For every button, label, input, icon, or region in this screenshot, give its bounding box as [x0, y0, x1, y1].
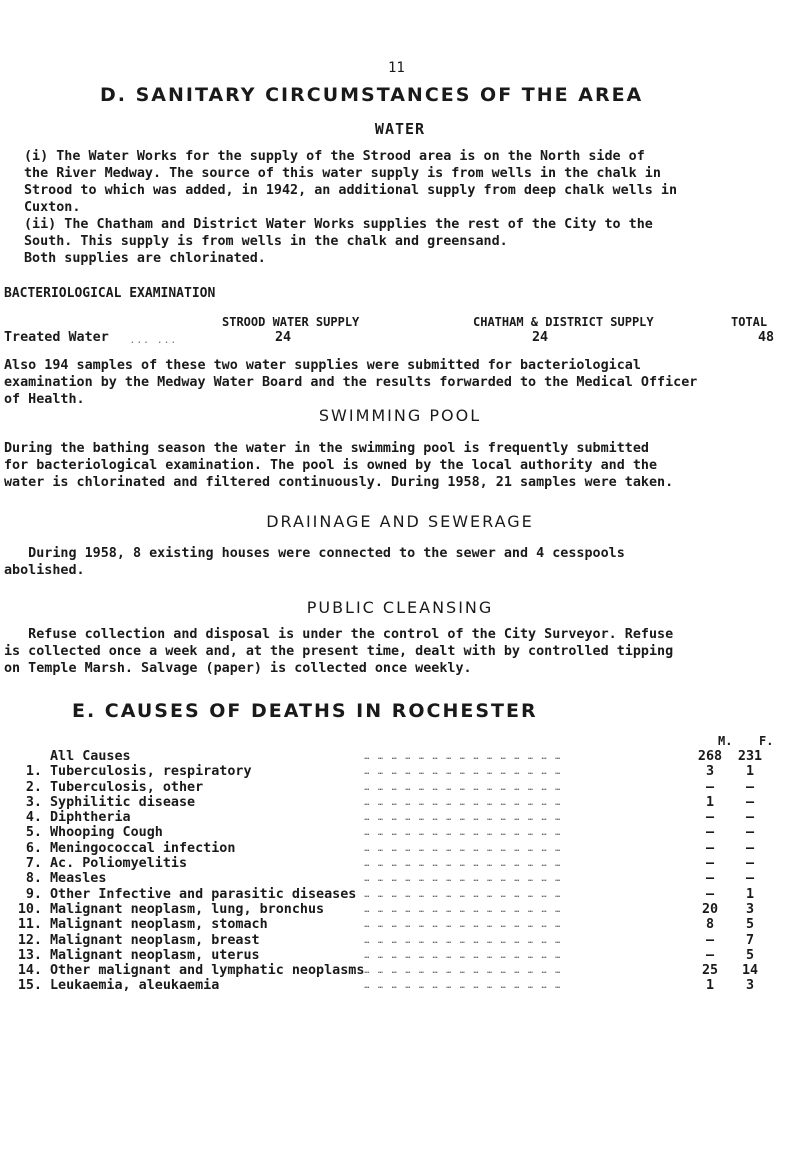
cause-label: Measles	[50, 871, 107, 887]
cause-label: Whooping Cough	[50, 825, 163, 841]
leader-dots: … … … … … … … … … … … … … … …	[364, 904, 563, 914]
male-count: 25	[701, 963, 719, 979]
page-number: 11	[388, 60, 405, 76]
cause-label: Malignant neoplasm, uterus	[50, 947, 260, 963]
leader-dots: … … … … … … … … … … … … … … …	[364, 966, 563, 976]
public-cleansing-heading: PUBLIC CLEANSING	[306, 598, 494, 617]
male-count: 1	[705, 794, 715, 810]
male-count: –	[705, 886, 715, 902]
swimming-pool-heading: SWIMMING POOL	[318, 406, 482, 425]
strood-count: 24	[275, 330, 292, 345]
cause-label: Tuberculosis, respiratory	[50, 764, 252, 780]
male-count: 268	[697, 749, 723, 764]
male-count: –	[705, 840, 715, 856]
cause-number: 15.	[17, 978, 42, 994]
cause-row	[0, 871, 800, 886]
leader-dots: … … … … … … … … … … … … … … …	[364, 752, 563, 761]
male-column-header: M.	[718, 734, 733, 748]
male-count: –	[705, 810, 715, 826]
cause-row	[0, 887, 800, 902]
spacer	[770, 917, 800, 932]
cause-row	[0, 963, 800, 978]
cause-number: 14.	[17, 963, 42, 979]
causes-of-death-table	[0, 749, 800, 994]
cause-label: All Causes	[50, 749, 131, 764]
cause-number	[0, 749, 50, 764]
swimming-pool-text: During the bathing season the water in the swimming pool is frequently submitted for bacteriological examination. The pool is owned by the local authority and the water is chlorinated and filtered continuously. During 1958, 21 samples were taken.	[4, 441, 674, 490]
female-count: 1	[745, 886, 755, 902]
cause-number: 13.	[17, 947, 42, 963]
leader-dots: … … … … … … … … … … … … … … …	[364, 950, 563, 960]
water-paragraph-1: (i) The Water Works for the supply of the Strood area is on the North side of the River Medway. The source of this water supply is from wells in the chalk in Strood to which was added, in 1942, an additional supply from deep chalk wells in Cuxton.	[24, 149, 678, 215]
spacer	[770, 810, 800, 825]
male-count: 8	[705, 917, 715, 933]
leader-dots: … … … … … … … … … … … … … … …	[364, 859, 563, 869]
cause-label: Tuberculosis, other	[50, 779, 204, 795]
spacer	[770, 963, 800, 978]
cause-row	[0, 841, 800, 856]
bacteriological-title: BACTERIOLOGICAL EXAMINATION	[4, 286, 216, 301]
female-count: 7	[745, 932, 755, 948]
male-count: 3	[705, 764, 715, 780]
section-e-title: E. CAUSES OF DEATHS IN ROCHESTER	[72, 700, 538, 722]
spacer	[770, 902, 800, 917]
cause-label: Meningococcal infection	[50, 840, 236, 856]
female-count: 1	[745, 764, 755, 780]
leader-dots: ... ...	[130, 336, 178, 345]
cause-row	[0, 780, 800, 795]
spacer	[770, 871, 800, 886]
female-count: 3	[745, 978, 755, 994]
leader-dots: … … … … … … … … … … … … … … …	[364, 981, 563, 991]
female-count: –	[745, 779, 755, 795]
male-count: –	[705, 871, 715, 887]
female-count: 14	[741, 963, 759, 979]
cause-label: Diphtheria	[50, 810, 131, 826]
section-d-title: D. SANITARY CIRCUMSTANCES OF THE AREA	[100, 84, 644, 106]
cause-number: 8.	[25, 871, 42, 887]
total-column-header: TOTAL	[731, 315, 768, 329]
cause-row	[0, 917, 800, 932]
cause-row	[0, 825, 800, 840]
male-count: 20	[701, 901, 719, 917]
cause-row	[0, 933, 800, 948]
spacer	[770, 749, 800, 764]
spacer	[770, 978, 800, 993]
leader-dots: … … … … … … … … … … … … … … …	[364, 920, 563, 930]
drainage-heading: DRAIINAGE AND SEWERAGE	[266, 512, 534, 531]
male-count: –	[705, 779, 715, 795]
cause-label: Leukaemia, aleukaemia	[50, 978, 220, 994]
cause-label: Malignant neoplasm, breast	[50, 932, 260, 948]
cause-number: 10.	[17, 901, 42, 917]
cause-row	[0, 902, 800, 917]
female-count: –	[745, 825, 755, 841]
leader-dots: … … … … … … … … … … … … … … …	[364, 889, 563, 899]
spacer	[770, 856, 800, 871]
male-count: –	[705, 947, 715, 963]
cause-label: Malignant neoplasm, stomach	[50, 917, 268, 933]
strood-column-header: STROOD WATER SUPPLY	[222, 315, 360, 329]
cause-number: 11.	[17, 917, 42, 933]
leader-dots: … … … … … … … … … … … … … … …	[364, 782, 563, 792]
cause-number: 12.	[17, 932, 42, 948]
cause-label: Other malignant and lymphatic neoplasms	[50, 963, 365, 979]
samples-paragraph: Also 194 samples of these two water supplies were submitted for bacteriological examination by the Medway Water Board and the results forwarded to the Medical Officer of Health.	[4, 358, 698, 407]
cause-row	[0, 795, 800, 810]
spacer	[770, 764, 800, 779]
cause-number: 3.	[25, 794, 42, 810]
cause-number: 1.	[25, 764, 42, 780]
spacer	[770, 780, 800, 795]
spacer	[770, 841, 800, 856]
cause-row	[0, 948, 800, 963]
leader-dots: … … … … … … … … … … … … … … …	[364, 843, 563, 853]
cause-number: 6.	[25, 840, 42, 856]
cause-label: Other Infective and parasitic diseases	[50, 886, 357, 902]
female-count: 3	[745, 901, 755, 917]
female-count: 5	[745, 917, 755, 933]
leader-dots: … … … … … … … … … … … … … … …	[364, 874, 563, 884]
male-count: 1	[705, 978, 715, 994]
female-count: –	[745, 810, 755, 826]
male-count: –	[705, 825, 715, 841]
male-count: –	[705, 856, 715, 872]
chatham-count: 24	[532, 330, 549, 345]
spacer	[770, 933, 800, 948]
cause-number: 4.	[25, 810, 42, 826]
water-subtitle: WATER	[374, 120, 426, 138]
cause-label: Syphilitic disease	[50, 794, 196, 810]
leader-dots: … … … … … … … … … … … … … … …	[364, 935, 563, 945]
public-cleansing-text: Refuse collection and disposal is under the control of the City Surveyor. Refuse is collected once a week and, at the present time, dealt with by controlled tipping on Temple Marsh. Salvage (paper) is collected once weekly.	[4, 627, 674, 676]
spacer	[770, 887, 800, 902]
leader-dots: … … … … … … … … … … … … … … …	[364, 767, 563, 777]
cause-label: Malignant neoplasm, lung, bronchus	[50, 901, 325, 917]
cause-number: 5.	[25, 825, 42, 841]
treated-water-label: Treated Water	[4, 330, 109, 345]
female-count: –	[745, 794, 755, 810]
spacer	[770, 825, 800, 840]
total-count: 48	[758, 330, 775, 345]
cause-row	[0, 856, 800, 871]
drainage-text: During 1958, 8 existing houses were connected to the sewer and 4 cesspools abolished.	[4, 546, 625, 578]
leader-dots: … … … … … … … … … … … … … … …	[364, 828, 563, 838]
female-count: 231	[737, 749, 763, 764]
female-count: –	[745, 856, 755, 872]
male-count: –	[705, 932, 715, 948]
cause-row	[0, 764, 800, 779]
chatham-column-header: CHATHAM & DISTRICT SUPPLY	[473, 315, 654, 329]
cause-row	[0, 978, 800, 993]
female-column-header: F.	[759, 734, 774, 748]
leader-dots: … … … … … … … … … … … … … … …	[364, 797, 563, 807]
cause-number: 9.	[25, 886, 42, 902]
cause-row	[0, 749, 800, 764]
female-count: –	[745, 840, 755, 856]
water-paragraph-2: (ii) The Chatham and District Water Works supplies the rest of the City to the South. This supply is from wells in the chalk and greensand. Both supplies are chlorinated.	[24, 217, 653, 266]
cause-label: Ac. Poliomyelitis	[50, 856, 188, 872]
female-count: 5	[745, 947, 755, 963]
cause-number: 7.	[25, 856, 42, 872]
spacer	[770, 948, 800, 963]
leader-dots: … … … … … … … … … … … … … … …	[364, 813, 563, 823]
female-count: –	[745, 871, 755, 887]
cause-number: 2.	[25, 779, 42, 795]
cause-row	[0, 810, 800, 825]
spacer	[770, 795, 800, 810]
